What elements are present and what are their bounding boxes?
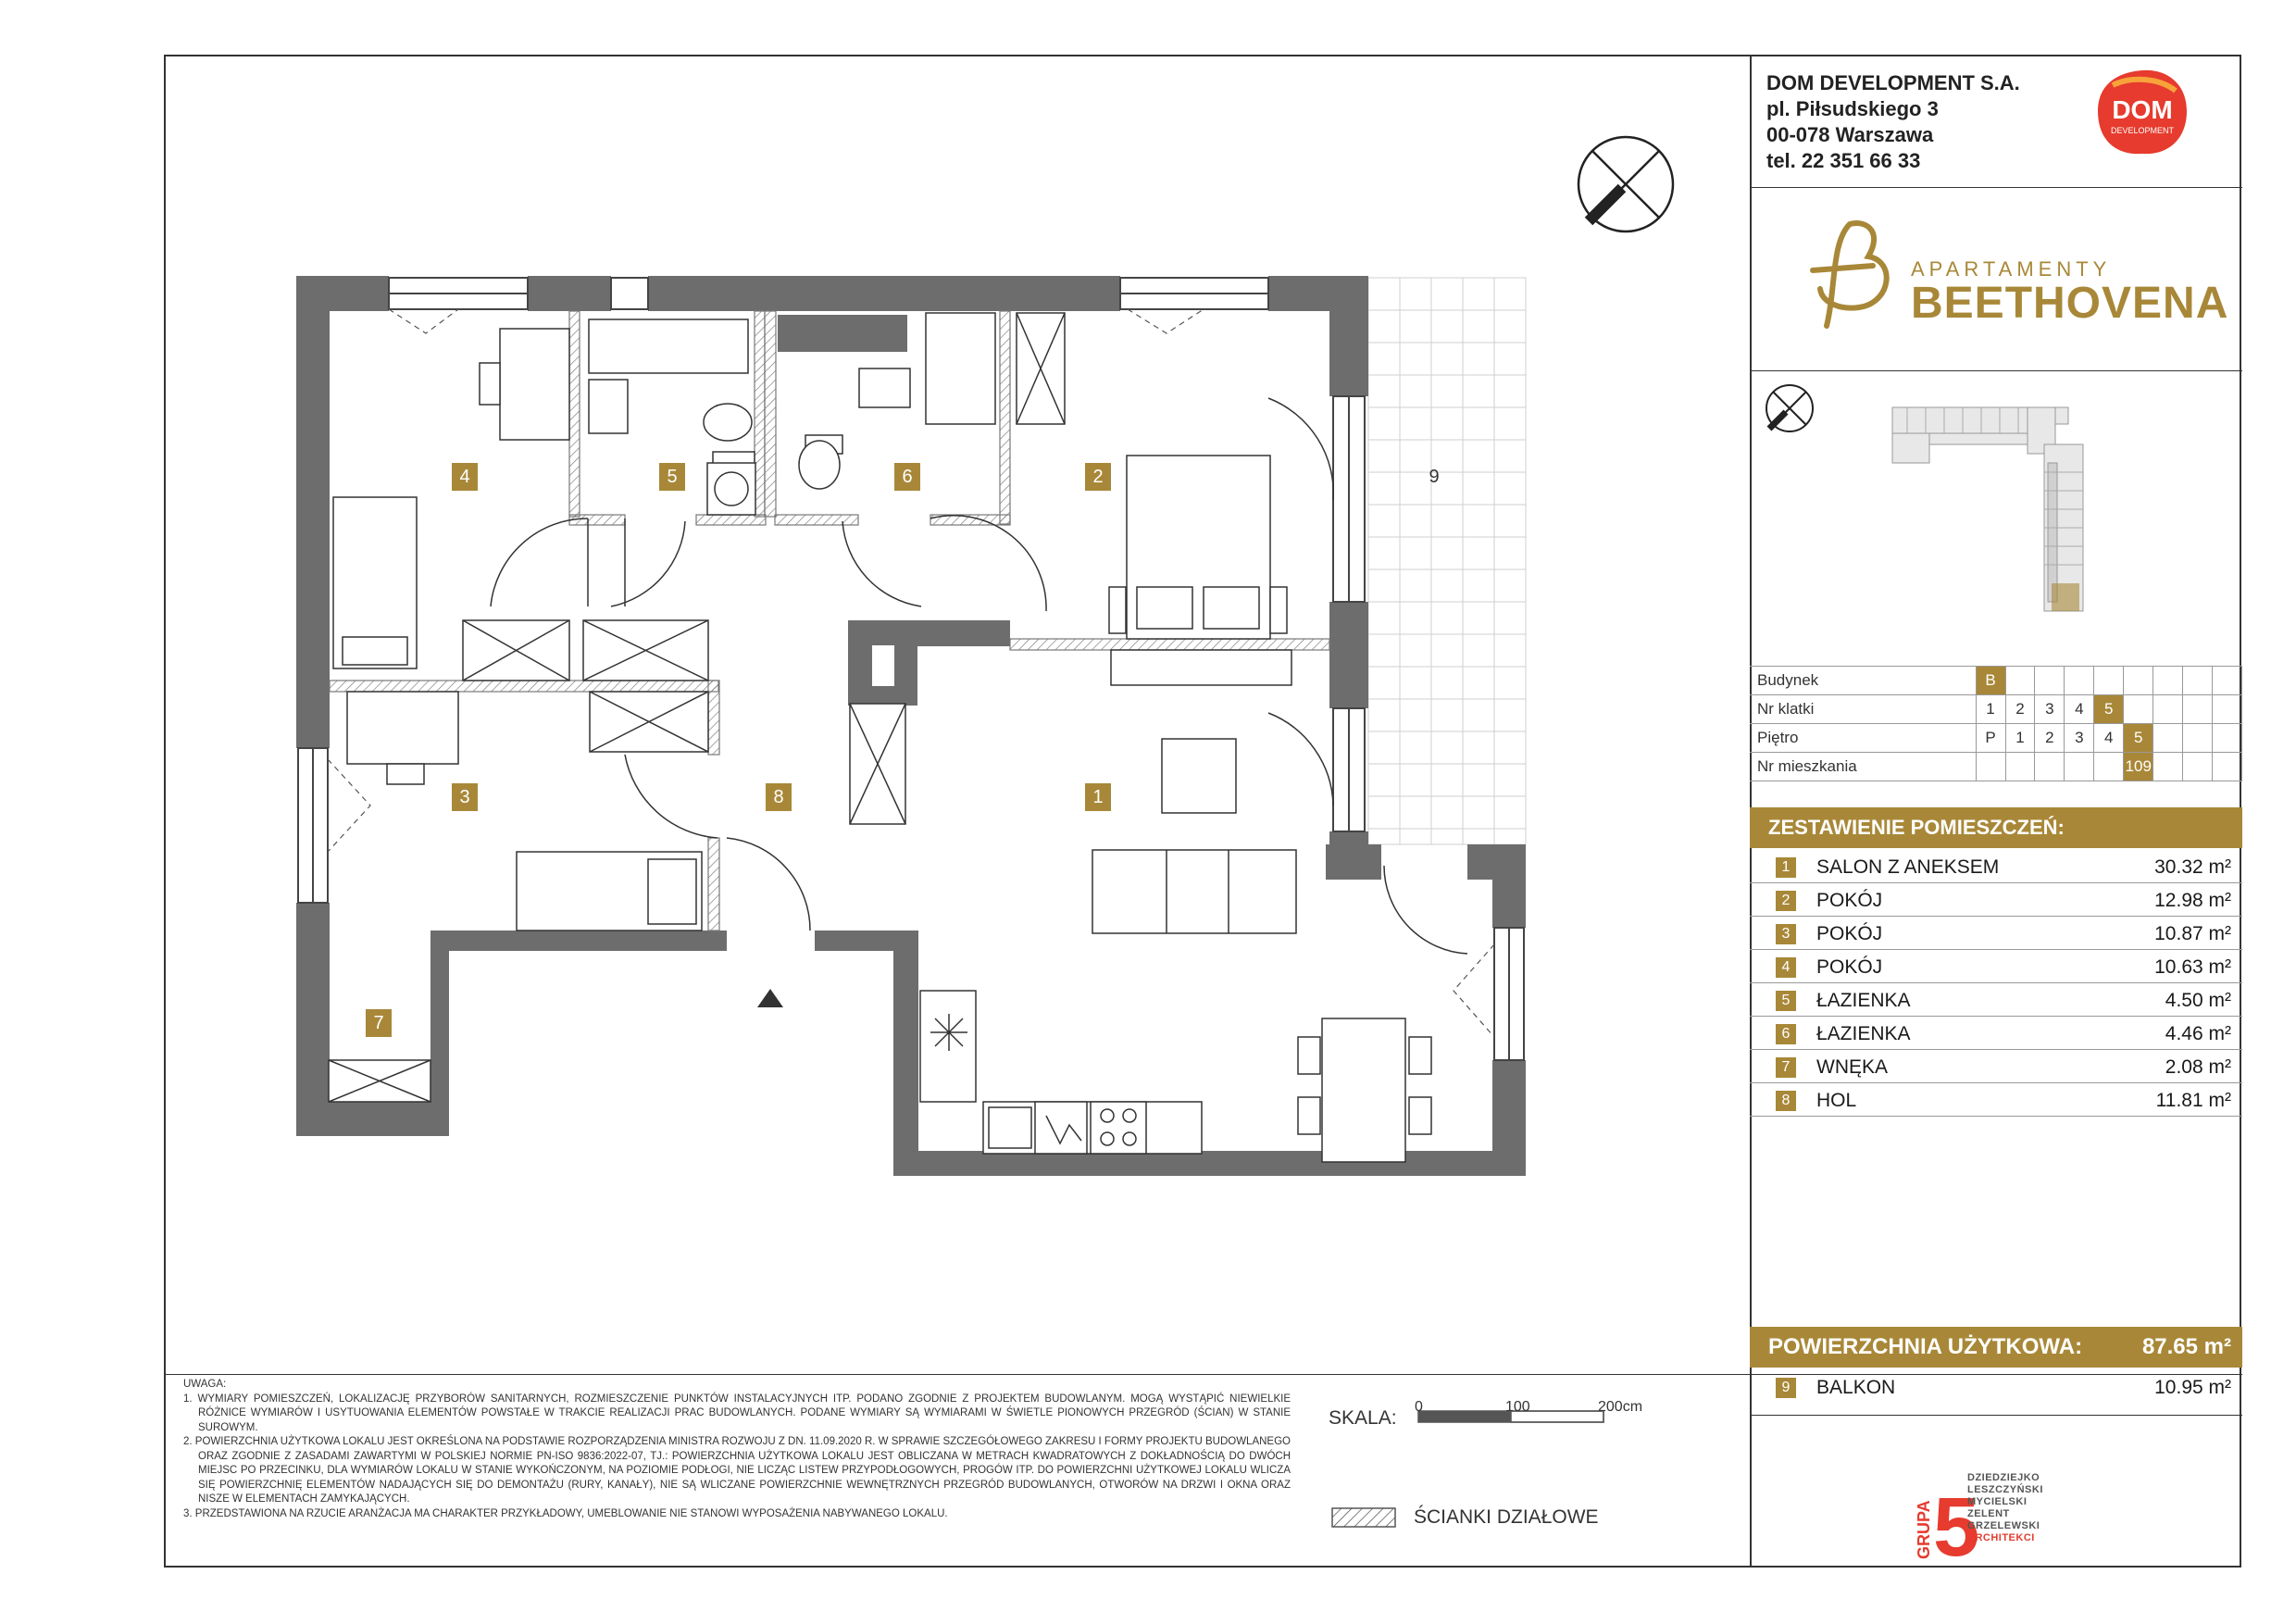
note-item: 2. POWIERZCHNIA UŻYTKOWA LOKALU JEST OKREŚLONA NA PODSTAWIE ROZPORZĄDZENIA MINISTRA ROZWOJU Z DN. 11.09.2020 R. W SPRAWIE SZCZEGÓŁOWEGO ZAKRESU I FORMY PROJEKTU BUDOWLANEGO ORAZ ZGODNIE Z ZASADAMI ZAWARTYMI W POLSKIEJ NORMIE PN-ISO 9836:2022-07, TJ.: POWIERZCHNIA UŻYTKOWA LOKALU JEST OBLICZANA W METRACH KWADRATOWYCH Z DOKŁADNOŚCIĄ DO DWÓCH MIEJSC PO PRZECINKU, DLA WYMIARÓW LOKALU W STANIE WYKOŃCZONYM, NA POZIOMIE PODŁOGI, NIE LICZĄC LISTEW PRZYPODŁOGOWYCH, PROGÓW ITP. DO POWIERZCHNI UŻYTKOWEJ LOKALU WLICZA SIĘ POWIERZCHNIĘ ELEMENTÓW NADAJĄCYCH SIĘ DO DEMONTAŻU (RURY, KANAŁY), NIE SĄ WLICZANE POWIERZCHNIE WEWNĘTRZNYCH PRZEGRÓD BUDOWLANYCH, OTWORÓW NA DRZWI I OKNA ORAZ NISZE W ELEMENTACH ZAMYKAJĄCYCH. — [183, 1436, 1291, 1505]
room-name: HOL — [1816, 1090, 1857, 1111]
architect-line: ZELENT — [1967, 1508, 2010, 1519]
info-cell: 2 — [2035, 724, 2065, 753]
info-cell: 2 — [2005, 695, 2035, 724]
info-cell — [2005, 667, 2035, 695]
room-name: POKÓJ — [1816, 956, 1883, 978]
info-cell: B — [1976, 667, 2005, 695]
info-row-label: Piętro — [1750, 724, 1976, 753]
info-row — [1750, 695, 2242, 724]
plan-label-7: 7 — [366, 1009, 392, 1037]
info-cell: 109 — [2124, 753, 2153, 781]
room-row — [1750, 883, 2242, 917]
panel-divider-2 — [1750, 370, 2242, 371]
info-cell — [2213, 667, 2242, 695]
compass-main-icon — [1576, 134, 1676, 234]
info-cell — [2005, 753, 2035, 781]
room-number: 7 — [1776, 1057, 1796, 1078]
info-cell — [2183, 667, 2213, 695]
scale-tick-100: 100 — [1505, 1399, 1530, 1415]
brand-subtitle: APARTAMENTY — [1911, 257, 2112, 281]
room-row — [1750, 850, 2242, 883]
entrance-arrow-icon — [757, 989, 783, 1007]
architect-line: ARCHITEKCI — [1967, 1532, 2035, 1543]
info-cell: 1 — [1976, 695, 2005, 724]
plan-label-3: 3 — [452, 783, 478, 811]
room-row — [1750, 1017, 2242, 1050]
panel-divider-bottom-left — [164, 1374, 1752, 1375]
info-row — [1750, 667, 2242, 695]
info-cell: P — [1976, 724, 2005, 753]
room-name: ŁAZIENKA — [1816, 990, 1911, 1011]
info-cell — [1976, 753, 2005, 781]
rooms-heading: ZESTAWIENIE POMIESZCZEŃ: — [1750, 807, 2242, 848]
room-number: 6 — [1776, 1024, 1796, 1044]
room-number: 8 — [1776, 1091, 1796, 1111]
room-name: POKÓJ — [1816, 890, 1883, 911]
partition-wall-legend-label: ŚCIANKI DZIAŁOWE — [1414, 1506, 1599, 1528]
info-cell — [2153, 667, 2183, 695]
room-row — [1750, 1050, 2242, 1083]
info-cell — [2035, 667, 2065, 695]
beethovena-logo-mark — [1794, 215, 1905, 335]
room-row — [1750, 983, 2242, 1017]
info-cell — [2065, 667, 2094, 695]
architect-line: GRZELEWSKI — [1967, 1520, 2040, 1531]
room-number: 4 — [1776, 957, 1796, 978]
info-row — [1750, 753, 2242, 781]
info-row — [1750, 724, 2242, 753]
info-cell — [2065, 753, 2094, 781]
total-area-label: POWIERZCHNIA UŻYTKOWA: — [1768, 1334, 2083, 1359]
room-number: 1 — [1776, 857, 1796, 878]
plan-label-1: 1 — [1085, 783, 1111, 811]
room-number: 2 — [1776, 891, 1796, 911]
floor-plan — [278, 269, 1555, 1185]
notes-title: UWAGA: — [183, 1379, 227, 1390]
info-row-label: Nr klatki — [1750, 695, 1976, 724]
notes-block — [183, 1378, 1291, 1521]
info-cell — [2124, 695, 2153, 724]
info-cell: 4 — [2094, 724, 2124, 753]
room-area: 4.46 m² — [2165, 1023, 2231, 1044]
room-name: ŁAZIENKA — [1816, 1023, 1911, 1044]
room-name: SALON Z ANEKSEM — [1816, 856, 2000, 878]
info-cell: 1 — [2005, 724, 2035, 753]
room-name: POKÓJ — [1816, 923, 1883, 944]
info-cell: 4 — [2065, 695, 2094, 724]
balcony-floor — [1368, 278, 1526, 844]
info-cell — [2094, 667, 2124, 695]
info-cell: 3 — [2065, 724, 2094, 753]
info-cell — [2213, 724, 2242, 753]
info-cell — [2183, 695, 2213, 724]
fridge-symbol — [930, 1014, 967, 1051]
info-cell — [2183, 753, 2213, 781]
room-row — [1750, 917, 2242, 950]
room-number: 5 — [1776, 991, 1796, 1011]
info-cell — [2153, 724, 2183, 753]
architect-line: LESZCZYŃSKI — [1967, 1484, 2043, 1495]
info-cell: 5 — [2124, 724, 2153, 753]
info-cell — [2183, 724, 2213, 753]
scale-tick-0: 0 — [1415, 1399, 1423, 1415]
note-item: 3. PRZEDSTAWIONA NA RZUCIE ARANŻACJA MA CHARAKTER PRZYKŁADOWY, UMEBLOWANIE NIE STANOWI WYPOSAŻENIA NABYWANEGO LOKALU. — [183, 1507, 948, 1519]
balcony-name: BALKON — [1816, 1377, 1896, 1398]
note-item: 1. WYMIARY POMIESZCZEŃ, LOKALIZACJĘ PRZYBORÓW SANITARNYCH, ROZMIESZCZENIE PUNKTÓW INSTALACYJNYCH ITP. PODANO ZGODNIE Z PROJEKTEM BUDOWLANYM. MOGĄ WYSTĄPIĆ NIEWIELKIE RÓŻNICE WYMIARÓW I USYTUOWANIA ELEMENTÓW POWSTAŁE W TRAKCIE REALIZACJI PRAC BUDOWLANYCH. PODANE WYMIARY SĄ WYMIARAMI W ŚWIETLE PIONOWYCH PRZEGRÓD (ŚCIAN) W STANIE SUROWYM. — [183, 1393, 1291, 1433]
plan-label-4: 4 — [452, 463, 478, 491]
plan-label-9: 9 — [1429, 467, 1440, 487]
company-block — [1766, 70, 2020, 174]
room-area: 10.63 m² — [2154, 956, 2231, 978]
plan-label-6: 6 — [894, 463, 920, 491]
info-row-label: Budynek — [1750, 667, 1976, 695]
architect-line: MYCIELSKI — [1967, 1496, 2028, 1507]
plan-label-8: 8 — [766, 783, 792, 811]
compass-small-icon — [1764, 382, 1816, 434]
balcony-row — [1750, 1370, 2242, 1404]
brand-title: BEETHOVENA — [1911, 279, 2229, 328]
partition-wall-legend-icon — [1331, 1507, 1396, 1528]
room-row — [1750, 1083, 2242, 1117]
total-area-value: 87.65 m² — [2141, 1334, 2231, 1359]
room-area: 30.32 m² — [2154, 856, 2231, 878]
room-area: 2.08 m² — [2165, 1056, 2231, 1078]
room-row — [1750, 950, 2242, 983]
info-row-label: Nr mieszkania — [1750, 753, 1976, 781]
panel-divider-4 — [1750, 1415, 2242, 1416]
logo-dom-text: DOM — [2112, 95, 2173, 124]
info-cell — [2153, 695, 2183, 724]
company-address-2: 00-078 Warszawa — [1766, 123, 1934, 146]
grupa-five: 5 — [1933, 1481, 1980, 1574]
plan-label-5: 5 — [659, 463, 685, 491]
plan-label-2: 2 — [1085, 463, 1111, 491]
panel-divider-1 — [1750, 187, 2242, 188]
room-area: 4.50 m² — [2165, 990, 2231, 1011]
grupa5-logo — [1915, 1470, 1980, 1574]
architect-names — [1967, 1472, 2043, 1544]
shaft-void — [872, 645, 894, 686]
room-area: 11.81 m² — [2155, 1090, 2231, 1111]
info-cell — [2213, 695, 2242, 724]
info-cell: 5 — [2094, 695, 2124, 724]
balcony-area: 10.95 m² — [2154, 1377, 2231, 1398]
grupa-text: GRUPA — [1915, 1500, 1933, 1559]
room-area: 12.98 m² — [2154, 890, 2231, 911]
logo-development-text: DEVELOPMENT — [2110, 126, 2175, 135]
scale-label: SKALA: — [1329, 1407, 1397, 1429]
info-cell — [2124, 667, 2153, 695]
info-cell — [2153, 753, 2183, 781]
company-name: DOM DEVELOPMENT S.A. — [1766, 71, 2020, 94]
building-key-plan — [1889, 398, 2111, 620]
scale-tick-200: 200cm — [1598, 1399, 1643, 1415]
company-phone: tel. 22 351 66 33 — [1766, 149, 1921, 172]
company-address-1: pl. Piłsudskiego 3 — [1766, 97, 1939, 120]
total-area-bar — [1750, 1327, 2242, 1368]
room-number: 3 — [1776, 924, 1796, 944]
room-area: 10.87 m² — [2154, 923, 2231, 944]
info-cell — [2094, 753, 2124, 781]
rooms-list — [1750, 850, 2242, 1117]
room-name: WNĘKA — [1816, 1056, 1889, 1078]
balcony-num: 9 — [1776, 1378, 1796, 1398]
dom-development-logo — [2094, 67, 2190, 157]
architect-line: DZIEDZIEJKO — [1967, 1472, 2040, 1483]
info-cell — [2213, 753, 2242, 781]
furniture — [329, 313, 1431, 1162]
info-cell — [2035, 753, 2065, 781]
info-cell: 3 — [2035, 695, 2065, 724]
apartment-info-table — [1750, 666, 2242, 781]
